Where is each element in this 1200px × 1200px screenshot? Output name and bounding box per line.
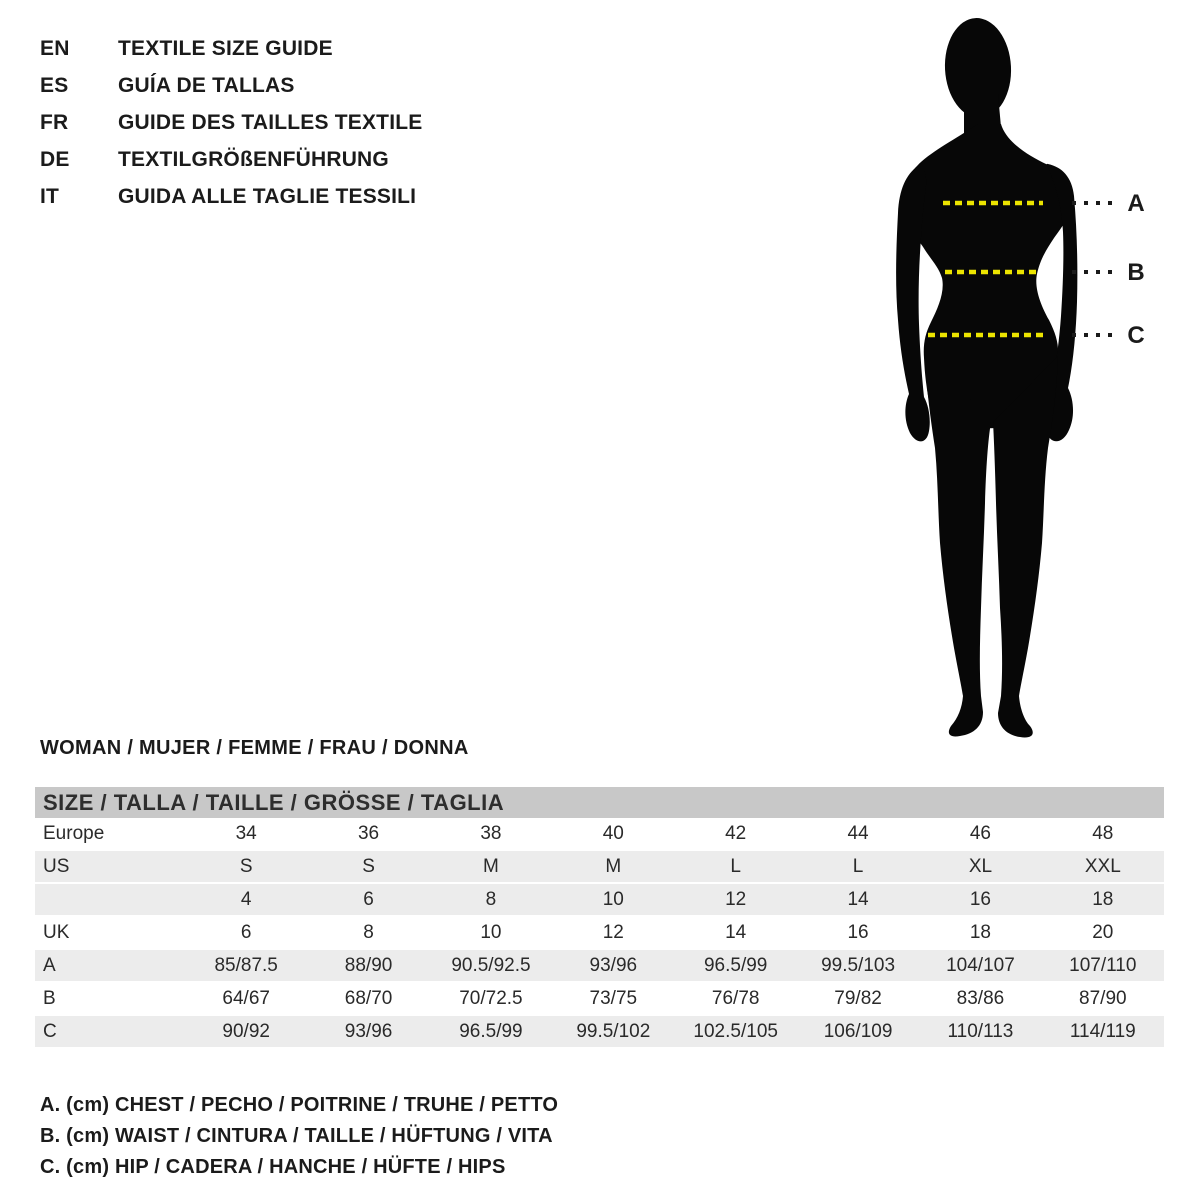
size-cell: 48 <box>1092 823 1114 844</box>
size-cell: S <box>362 856 375 877</box>
size-cell: 88/90 <box>344 955 393 976</box>
size-cell: 76/78 <box>711 988 760 1009</box>
size-cell: 42 <box>725 823 747 844</box>
size-cell: 6 <box>363 889 374 910</box>
size-cell: S <box>239 856 253 877</box>
size-cell: 8 <box>363 922 374 943</box>
language-code: IT <box>40 184 60 208</box>
woman-silhouette <box>896 16 1077 737</box>
marker-label-a: A <box>1127 190 1145 217</box>
size-cell: 40 <box>602 823 624 844</box>
measurement-notes <box>40 1090 558 1183</box>
table-row <box>35 950 1164 983</box>
size-cell: 99.5/103 <box>821 955 896 976</box>
size-table <box>35 787 1164 1049</box>
size-cell: 107/110 <box>1069 955 1137 976</box>
woman-silhouette-svg <box>880 8 1160 740</box>
language-row <box>40 178 422 215</box>
marker-label-c: C <box>1127 322 1145 349</box>
language-code: EN <box>40 36 70 60</box>
section-title-woman: WOMAN / MUJER / FEMME / FRAU / DONNA <box>40 737 469 759</box>
size-cell: 96.5/99 <box>459 1021 523 1042</box>
language-code: DE <box>40 147 70 171</box>
size-cell: 10 <box>602 889 624 910</box>
size-cell: 10 <box>480 922 502 943</box>
size-cell: XL <box>968 856 993 877</box>
size-cell: L <box>852 856 864 877</box>
size-cell: 46 <box>969 823 991 844</box>
size-cell: 73/75 <box>589 988 638 1009</box>
measurement-note: B. (cm) WAIST / CINTURA / TAILLE / HÜFTUNG / VITA <box>40 1125 553 1147</box>
size-cell: 20 <box>1092 922 1114 943</box>
size-cell: 18 <box>1092 889 1114 910</box>
language-row <box>40 67 422 104</box>
row-values <box>185 983 1164 1014</box>
measurement-note: A. (cm) CHEST / PECHO / POITRINE / TRUHE / PETTO <box>40 1094 559 1116</box>
size-cell: 6 <box>240 922 252 943</box>
size-cell: 104/107 <box>946 955 1015 976</box>
size-cell: XXL <box>1084 856 1121 877</box>
size-cell: 18 <box>969 922 991 943</box>
row-label: UK <box>43 922 70 943</box>
table-row <box>35 917 1164 950</box>
size-cell: 99.5/102 <box>576 1021 651 1042</box>
marker-label-b: B <box>1127 259 1145 286</box>
size-cell: 38 <box>480 823 502 844</box>
language-title: GUÍA DE TALLAS <box>118 73 295 97</box>
language-title: GUIDE DES TAILLES TEXTILE <box>118 110 423 134</box>
row-values <box>185 950 1164 981</box>
row-values <box>185 884 1164 915</box>
size-cell: 93/96 <box>344 1021 393 1042</box>
language-row <box>40 30 422 67</box>
size-cell: M <box>483 856 499 877</box>
row-values <box>185 917 1164 948</box>
size-cell: 12 <box>602 922 624 943</box>
size-cell: 14 <box>725 922 747 943</box>
size-cell: 114/119 <box>1069 1021 1136 1042</box>
size-cell: 68/70 <box>344 988 393 1009</box>
size-cell: 102.5/105 <box>693 1021 778 1042</box>
language-code: ES <box>40 73 69 97</box>
size-cell: M <box>605 856 622 877</box>
size-cell: 12 <box>725 889 747 910</box>
row-label: Europe <box>43 823 105 844</box>
row-values <box>185 851 1164 882</box>
language-list <box>40 30 422 215</box>
row-label: C <box>43 1021 57 1042</box>
size-cell: 96.5/99 <box>703 955 768 976</box>
table-row <box>35 884 1164 917</box>
woman-silhouette-figure <box>880 8 1160 740</box>
size-cell: 70/72.5 <box>459 988 523 1009</box>
size-cell: 14 <box>847 889 869 910</box>
row-values <box>185 818 1164 849</box>
size-cell: 36 <box>357 823 380 844</box>
size-cell: 83/86 <box>956 988 1005 1009</box>
size-cell: 90.5/92.5 <box>451 955 531 976</box>
language-row <box>40 141 422 178</box>
table-row <box>35 983 1164 1016</box>
size-cell: 85/87.5 <box>214 955 278 976</box>
row-label: US <box>43 856 70 877</box>
table-row <box>35 1016 1164 1049</box>
row-label: B <box>43 988 56 1009</box>
size-cell: 79/82 <box>834 988 882 1009</box>
size-cell: 4 <box>240 889 252 910</box>
size-cell: 16 <box>847 922 869 943</box>
size-cell: 110/113 <box>947 1021 1014 1042</box>
size-table-body <box>35 818 1164 1049</box>
size-cell: 106/109 <box>823 1021 893 1042</box>
size-cell: 8 <box>485 889 497 910</box>
row-label: A <box>43 955 56 976</box>
size-cell: 64/67 <box>222 988 270 1009</box>
language-title: TEXTILE SIZE GUIDE <box>118 36 333 60</box>
language-title: TEXTILGRÖßENFÜHRUNG <box>118 147 389 171</box>
size-table-header: SIZE / TALLA / TAILLE / GRÖSSE / TAGLIA <box>35 787 1164 818</box>
size-cell: 87/90 <box>1079 988 1127 1009</box>
row-label <box>35 884 185 915</box>
table-row <box>35 851 1164 884</box>
size-cell: 34 <box>235 823 257 844</box>
language-title: GUIDA ALLE TAGLIE TESSILI <box>118 184 417 208</box>
language-row <box>40 104 422 141</box>
row-values <box>185 1016 1164 1047</box>
size-cell: 93/96 <box>589 955 638 976</box>
size-cell: L <box>730 856 741 877</box>
table-row <box>35 818 1164 851</box>
size-cell: 90/92 <box>222 1021 270 1042</box>
size-cell: 44 <box>847 823 869 844</box>
measurement-note: C. (cm) HIP / CADERA / HANCHE / HÜFTE / HIPS <box>40 1156 506 1178</box>
size-cell: 16 <box>969 889 991 910</box>
language-code: FR <box>40 110 69 134</box>
